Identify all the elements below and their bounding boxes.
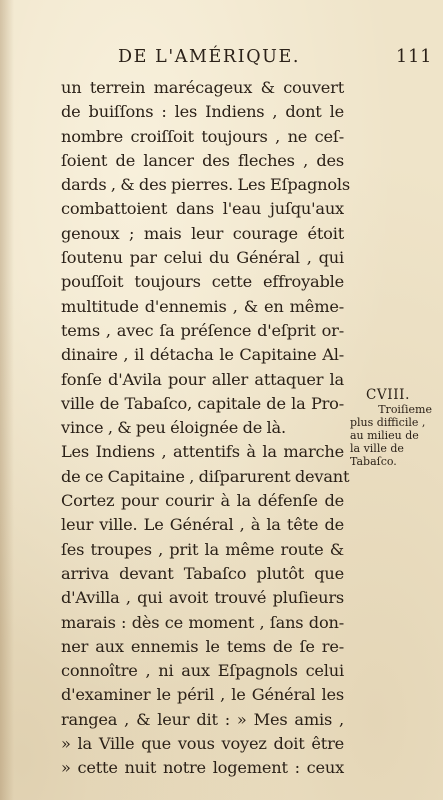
body-line: d'Avilla , qui avoit trouvé pluſieurs	[61, 588, 344, 608]
body-text	[61, 76, 351, 781]
body-line: » cette nuit notre logement : ceux	[61, 758, 344, 778]
body-line: genoux ; mais leur courage étoit	[61, 223, 344, 243]
marginal-note-line: Tabaſco.	[350, 455, 397, 468]
body-line: combattoient dans l'eau juſqu'aux	[61, 199, 344, 219]
body-line: un terrein marécageux & couvert	[61, 78, 344, 97]
body-line: fonſe d'Avila pour aller attaquer la	[61, 369, 344, 389]
body-line: dinaire , il détacha le Capitaine Al-	[61, 345, 344, 365]
body-line: » la Ville que vous voyez doit être	[61, 734, 344, 754]
marginal-note-number: CVIII.	[366, 387, 410, 403]
body-line: marais : dès ce moment , ſans don-	[61, 612, 344, 632]
body-line: dards , & des pierres. Les Eſpagnols	[61, 175, 351, 195]
body-line: pouſſoit toujours cette effroyable	[61, 272, 344, 292]
body-line: d'examiner le péril , le Général les	[61, 685, 344, 705]
body-line: ſes troupes , prit la même route &	[61, 539, 344, 559]
running-head-title: DE L'AMÉRIQUE.	[118, 47, 301, 67]
body-line: ner aux ennemis le tems de ſe re-	[61, 636, 344, 656]
body-line: tems , avec ſa préſence d'eſprit or-	[61, 320, 344, 340]
body-line: ſoutenu par celui du Général , qui	[61, 248, 344, 268]
marginal-note-line: au milieu de	[350, 429, 419, 442]
marginal-note	[350, 389, 432, 468]
body-line: ville de Tabaſco, capitale de la Pro-	[61, 393, 344, 413]
marginal-note-line: Troiſieme	[378, 403, 432, 416]
body-line: Cortez pour courir à la défenſe de	[61, 491, 344, 511]
body-line: rangea , & leur dit : » Mes amis ,	[61, 709, 344, 729]
running-head	[118, 44, 433, 70]
body-line: nombre croiſſoit toujours , ne ceſ-	[61, 126, 344, 146]
body-line: de ce Capitaine , diſparurent devant	[61, 466, 350, 486]
body-line: multitude d'ennemis , & en même-	[61, 296, 344, 316]
marginal-note-line: la ville de	[350, 442, 404, 455]
body-line: de buiſſons : les Indiens , dont le	[61, 102, 344, 122]
body-line: vince , & peu éloignée de là.	[61, 418, 286, 438]
body-line: connoître , ni aux Eſpagnols celui	[61, 661, 344, 681]
page-edge-shadow	[0, 0, 14, 800]
paragraph-start-line: Les Indiens , attentifs à la marche	[61, 442, 344, 462]
page-number: 111	[396, 47, 433, 67]
body-line: arriva devant Tabaſco plutôt que	[61, 563, 344, 583]
marginal-note-line: plus difficile ,	[350, 416, 426, 429]
body-line: ſoient de lancer des fleches , des	[61, 150, 344, 170]
body-line: leur ville. Le Général , à la tête de	[61, 515, 344, 535]
